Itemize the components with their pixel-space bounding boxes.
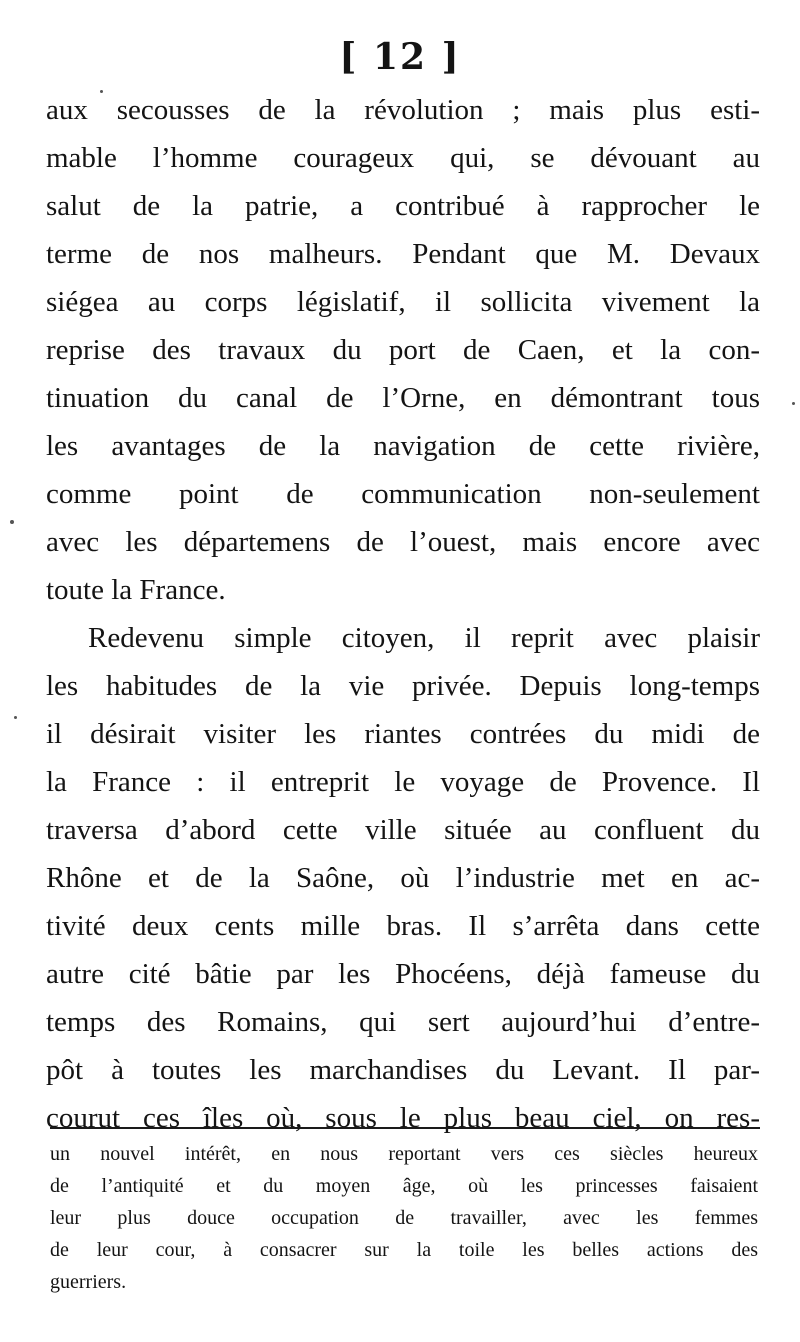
paragraph-start-line: Redevenu simple citoyen, il reprit avec plaisir [88, 622, 760, 654]
footnote-line: leur plus douce occupation de travailler, avec les femmes [50, 1207, 758, 1229]
text-line: temps des Romains, qui sert aujourd’hui d’entre- [46, 1006, 760, 1038]
ink-speck [100, 90, 103, 93]
text-line: tinuation du canal de l’Orne, en démontrant tous [46, 382, 760, 414]
footnote-line: guerriers. [50, 1271, 127, 1293]
text-line: mable l’homme courageux qui, se dévouant au [46, 142, 760, 174]
footnote-line: un nouvel intérêt, en nous reportant vers ces siècles heureux [50, 1143, 758, 1165]
text-line: Rhône et de la Saône, où l’industrie met en ac- [46, 862, 760, 894]
page-number: [ 12 ] [339, 36, 461, 78]
text-line: reprise des travaux du port de Caen, et la con- [46, 334, 760, 366]
text-line: comme point de communication non-seulement [46, 478, 760, 510]
ink-speck [14, 716, 17, 719]
text-line: terme de nos malheurs. Pendant que M. Devaux [46, 238, 760, 270]
text-line: tivité deux cents mille bras. Il s’arrêta dans cette [46, 910, 760, 942]
text-line: avec les départemens de l’ouest, mais encore avec [46, 526, 760, 558]
text-line: il désirait visiter les riantes contrées du midi de [46, 718, 760, 750]
text-line: salut de la patrie, a contribué à rapprocher le [46, 190, 760, 222]
text-line: pôt à toutes les marchandises du Levant. Il par- [46, 1054, 760, 1086]
ink-speck [792, 402, 795, 405]
text-line: courut ces îles où, sous le plus beau ciel, on res- [46, 1102, 760, 1134]
text-line: les avantages de la navigation de cette rivière, [46, 430, 760, 462]
footnote-separator [50, 1127, 760, 1129]
text-line: les habitudes de la vie privée. Depuis long-temps [46, 670, 760, 702]
footnote-line: de leur cour, à consacrer sur la toile les belles actions des [50, 1239, 758, 1261]
body-text [46, 86, 760, 1142]
ink-speck [10, 520, 14, 524]
footnote [50, 1138, 758, 1298]
text-line: traversa d’abord cette ville située au confluent du [46, 814, 760, 846]
text-line: aux secousses de la révolution ; mais plus esti- [46, 94, 760, 126]
text-line: siégea au corps législatif, il sollicita vivement la [46, 286, 760, 318]
text-line: la France : il entreprit le voyage de Provence. Il [46, 766, 760, 798]
footnote-line: de l’antiquité et du moyen âge, où les princesses faisaient [50, 1175, 758, 1197]
text-line: toute la France. [46, 574, 226, 606]
text-line: autre cité bâtie par les Phocéens, déjà fameuse du [46, 958, 760, 990]
